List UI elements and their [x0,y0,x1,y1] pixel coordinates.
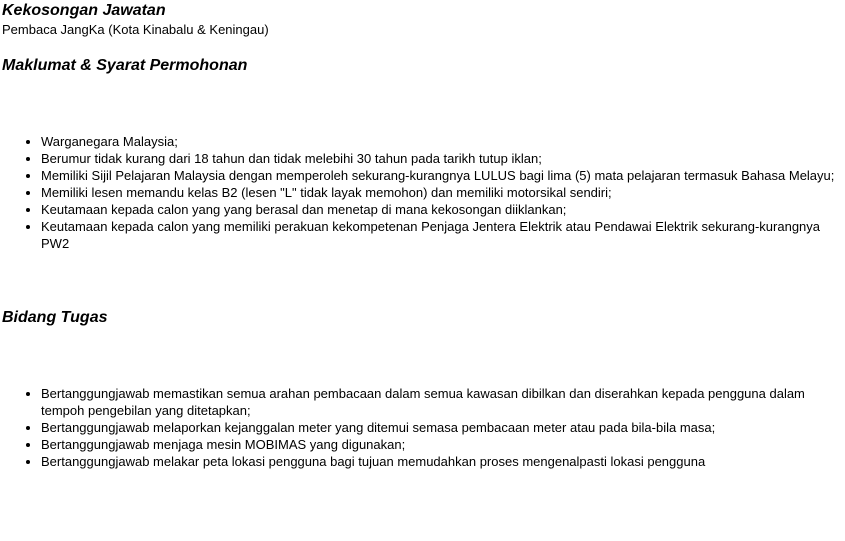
list-item: • Bertanggungjawab memastikan semua arahan pembacaan dalam semua kawasan dibilkan dan diserahkan kepada pengguna dalam tempoh pengebilan yang ditetapkan; [41,385,845,419]
list-item: • Bertanggungjawab menjaga mesin MOBIMAS yang digunakan; [41,436,845,453]
page-title: Kekosongan Jawatan [2,2,166,19]
list-item: • Warganegara Malaysia; [41,133,845,150]
duties-list [2,385,845,470]
list-item: • Berumur tidak kurang dari 18 tahun dan tidak melebihi 30 tahun pada tarikh tutup iklan; [41,150,845,167]
list-item: • Keutamaan kepada calon yang yang berasal dan menetap di mana kekosongan diiklankan; [41,201,845,218]
list-item: • Keutamaan kepada calon yang memiliki perakuan kekompetenan Penjaga Jentera Elektrik atau Pendawai Elektrik sekurang-kurangnya PW2 [41,218,845,252]
requirements-list [2,133,845,252]
list-item: • Bertanggungjawab melaporkan kejanggalan meter yang ditemui semasa pembacaan meter atau pada bila-bila masa; [41,419,845,436]
vacancy-page [2,0,845,470]
list-item: • Memiliki Sijil Pelajaran Malaysia dengan memperoleh sekurang-kurangnya LULUS bagi lima (5) mata pelajaran termasuk Bahasa Melayu; [41,167,845,184]
duties-heading: Bidang Tugas [2,309,108,326]
list-item: • Memiliki lesen memandu kelas B2 (lesen "L" tidak layak memohon) dan memiliki motorsikal sendiri; [41,184,845,201]
requirements-heading: Maklumat & Syarat Permohonan [2,57,248,74]
position-subtitle: Pembaca JangKa (Kota Kinabalu & Keningau) [2,22,269,37]
list-item: • Bertanggungjawab melakar peta lokasi pengguna bagi tujuan memudahkan proses mengenalpasti lokasi pengguna [41,453,845,470]
